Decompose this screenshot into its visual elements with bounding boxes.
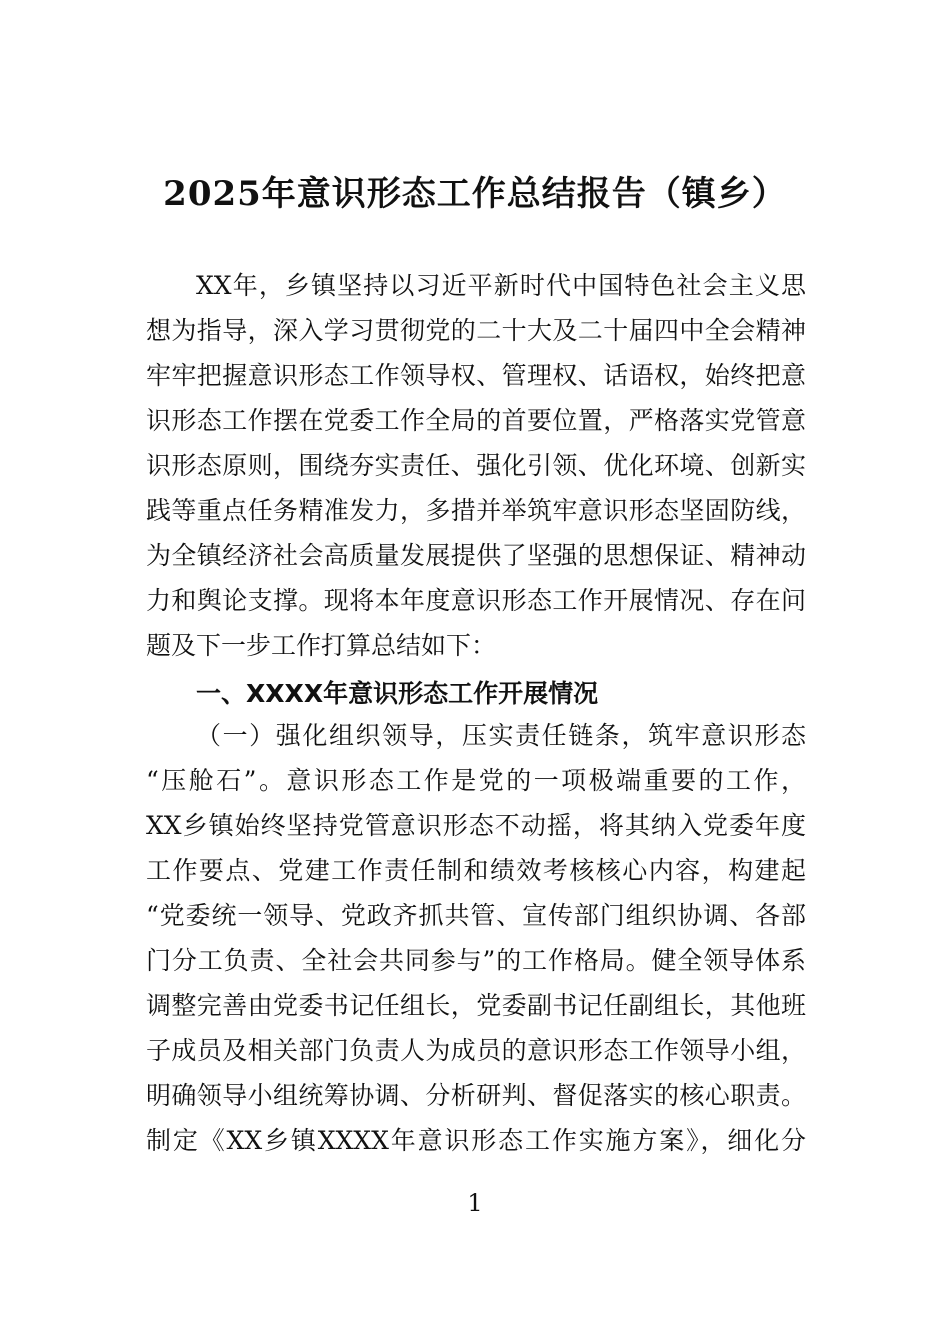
section1-line-1: （一）强化组织领导，压实责任链条，筑牢意识形态 [196, 721, 806, 750]
intro-line-9: 题及下一步工作打算总结如下： [146, 631, 497, 660]
document-title: 2025年意识形态工作总结报告（镇乡） [163, 174, 787, 214]
intro-line-1: XX年，乡镇坚持以习近平新时代中国特色社会主义思 [196, 271, 806, 300]
intro-line-5: 识形态原则，围绕夯实责任、强化引领、优化环境、创新实 [146, 451, 806, 480]
intro-line-2: 想为指导，深入学习贯彻党的二十大及二十届四中全会精神 [146, 316, 806, 345]
section1-line-8: 子成员及相关部门负责人为成员的意识形态工作领导小组， [146, 1036, 806, 1065]
section1-line-5: “党委统一领导、党政齐抓共管、宣传部门组织协调、各部 [146, 901, 806, 930]
intro-line-6: 践等重点任务精准发力，多措并举筑牢意识形态坚固防线， [146, 496, 806, 525]
section1-line-7: 调整完善由党委书记任组长，党委副书记任副组长，其他班 [146, 991, 806, 1020]
intro-line-3: 牢牢把握意识形态工作领导权、管理权、话语权，始终把意 [146, 361, 806, 390]
page-number: 1 [467, 1189, 483, 1217]
section-heading-1: 一、XXXX年意识形态工作开展情况 [196, 679, 599, 708]
section1-line-3: XX乡镇始终坚持党管意识形态不动摇，将其纳入党委年度 [146, 811, 806, 840]
section1-line-6: 门分工负责、全社会共同参与”的工作格局。健全领导体系 [146, 946, 806, 975]
section1-line-2: “压舱石”。意识形态工作是党的一项极端重要的工作， [146, 766, 806, 795]
intro-line-7: 为全镇经济社会高质量发展提供了坚强的思想保证、精神动 [146, 541, 806, 570]
intro-line-4: 识形态工作摆在党委工作全局的首要位置，严格落实党管意 [146, 406, 806, 435]
section1-line-4: 工作要点、党建工作责任制和绩效考核核心内容，构建起 [146, 856, 806, 885]
section1-line-10: 制定《XX乡镇XXXX年意识形态工作实施方案》，细化分 [146, 1126, 806, 1155]
section1-line-9: 明确领导小组统筹协调、分析研判、督促落实的核心职责。 [146, 1081, 806, 1110]
intro-line-8: 力和舆论支撑。现将本年度意识形态工作开展情况、存在问 [146, 586, 806, 615]
